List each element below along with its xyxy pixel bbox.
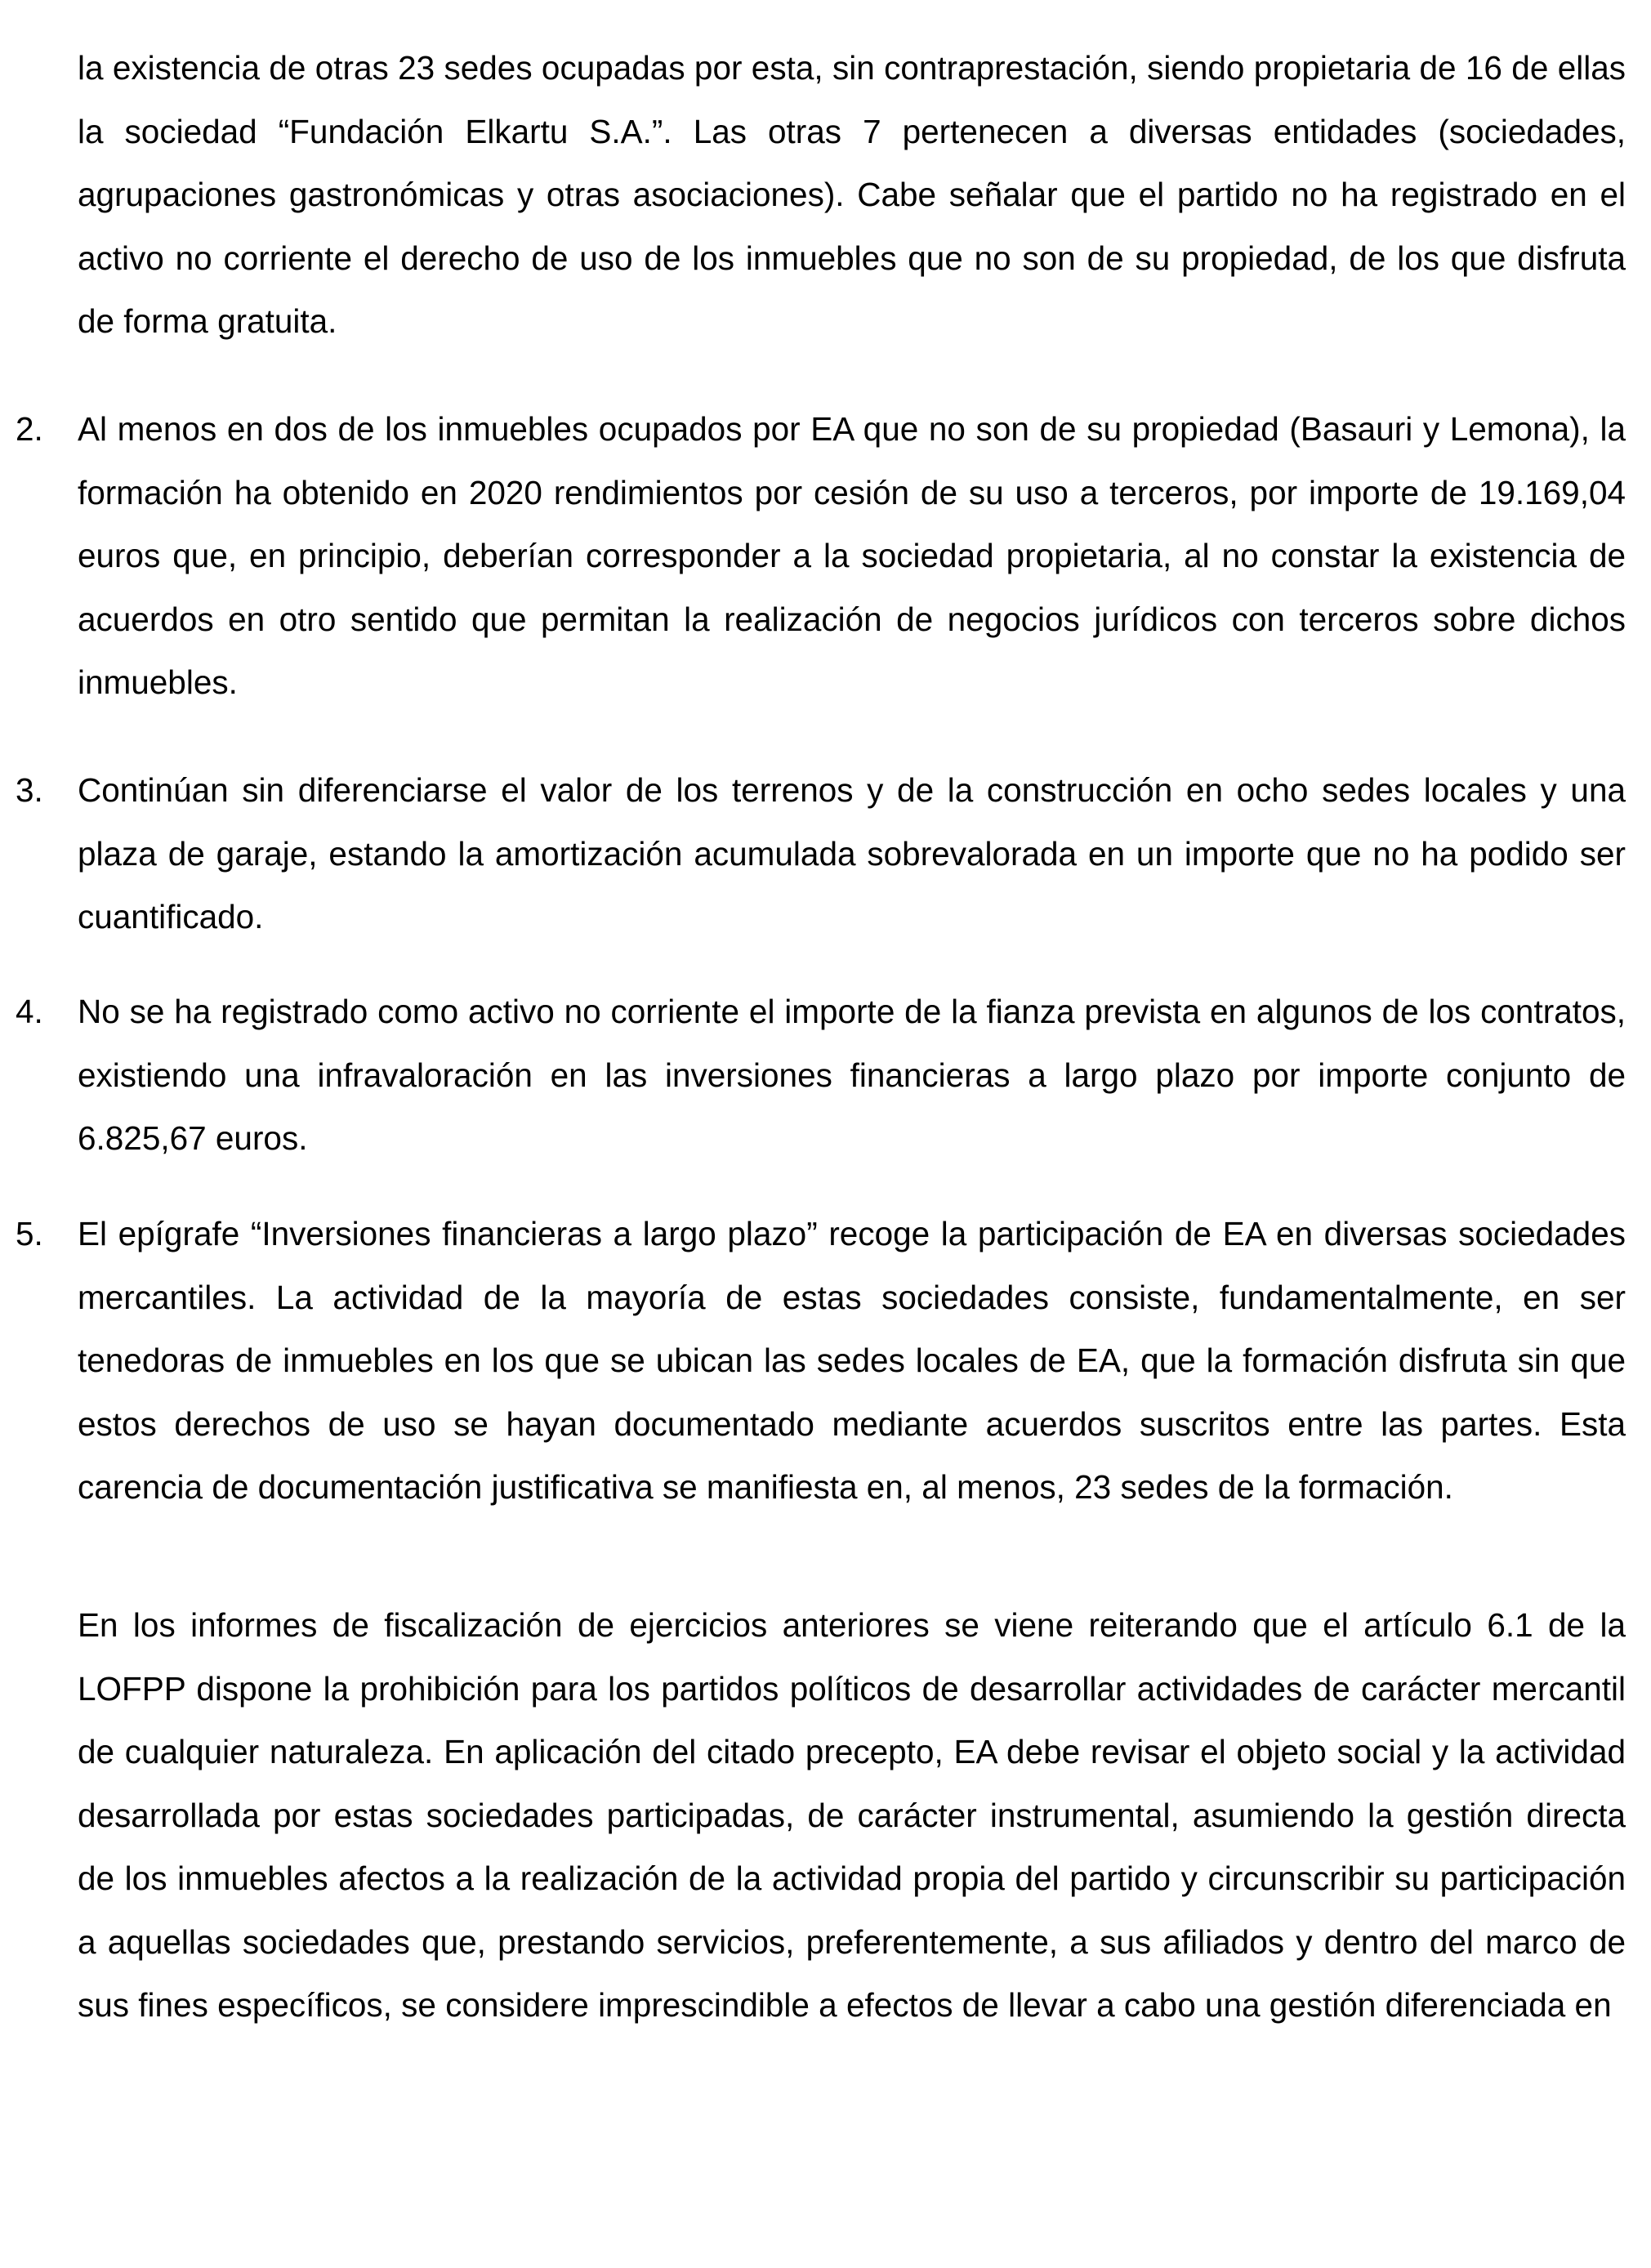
list-item-text: Al menos en dos de los inmuebles ocupados por EA que no son de su propiedad (Basauri y Lemona), la formación ha obtenido en 2020 rendimientos por cesión de su uso a terceros, por importe de 19.169,04 euros que, en principio, deberían corresponder a la sociedad propietaria, al no constar la existencia de acuerdos en otro sentido que permitan la realización de negocios jurídicos con terceros sobre dichos inmuebles. <box>78 410 1626 701</box>
list-item-2 <box>16 398 1626 715</box>
list-item-number: 3. <box>16 771 43 809</box>
list-item-number: 5. <box>16 1215 43 1252</box>
list-item-4 <box>16 980 1626 1171</box>
list-item-text: Continúan sin diferenciarse el valor de los terrenos y de la construcción en ocho sedes locales y una plaza de garaje, estando la amortización acumulada sobrevalorada en un importe que no ha podido ser cuantificado. <box>78 771 1626 935</box>
list-item-number: 2. <box>16 410 43 448</box>
closing-paragraph: En los informes de fiscalización de ejercicios anteriores se viene reiterando que el artículo 6.1 de la LOFPP dispone la prohibición para los partidos políticos de desarrollar actividades de carácter mercantil de cualquier naturaleza. En aplicación del citado precepto, EA debe revisar el objeto social y la actividad desarrollada por estas sociedades participadas, de carácter instrumental, asumiendo la gestión directa de los inmuebles afectos a la realización de la actividad propia del partido y circunscribir su participación a aquellas sociedades que, prestando servicios, preferentemente, a sus afiliados y dentro del marco de sus fines específicos, se considere imprescindible a efectos de llevar a cabo una gestión diferenciada en <box>78 1606 1626 2024</box>
list-item-3 <box>16 759 1626 949</box>
list-item-text: El epígrafe “Inversiones financieras a largo plazo” recoge la participación de EA en diversas sociedades mercantiles. La actividad de la mayoría de estas sociedades consiste, fundamentalmente, en ser tenedoras de inmuebles en los que se ubican las sedes locales de EA, que la formación disfruta sin que estos derechos de uso se hayan documentado mediante acuerdos suscritos entre las partes. Esta carencia de documentación justificativa se manifiesta en, al menos, 23 sedes de la formación. <box>78 1215 1626 1506</box>
intro-paragraph: la existencia de otras 23 sedes ocupadas por esta, sin contraprestación, siendo propietaria de 16 de ellas la sociedad “Fundación Elkartu S.A.”. Las otras 7 pertenecen a diversas entidades (sociedades, agrupaciones gastronómicas y otras asociaciones). Cabe señalar que el partido no ha registrado en el activo no corriente el derecho de uso de los inmuebles que no son de su propiedad, de los que disfruta de forma gratuita. <box>78 49 1626 340</box>
list-item-text: No se ha registrado como activo no corriente el importe de la fianza prevista en algunos de los contratos, existiendo una infravaloración en las inversiones financieras a largo plazo por importe conjunto de 6.825,67 euros. <box>78 993 1626 1157</box>
list-item-5 <box>16 1203 1626 1520</box>
list-item-number: 4. <box>16 993 43 1030</box>
